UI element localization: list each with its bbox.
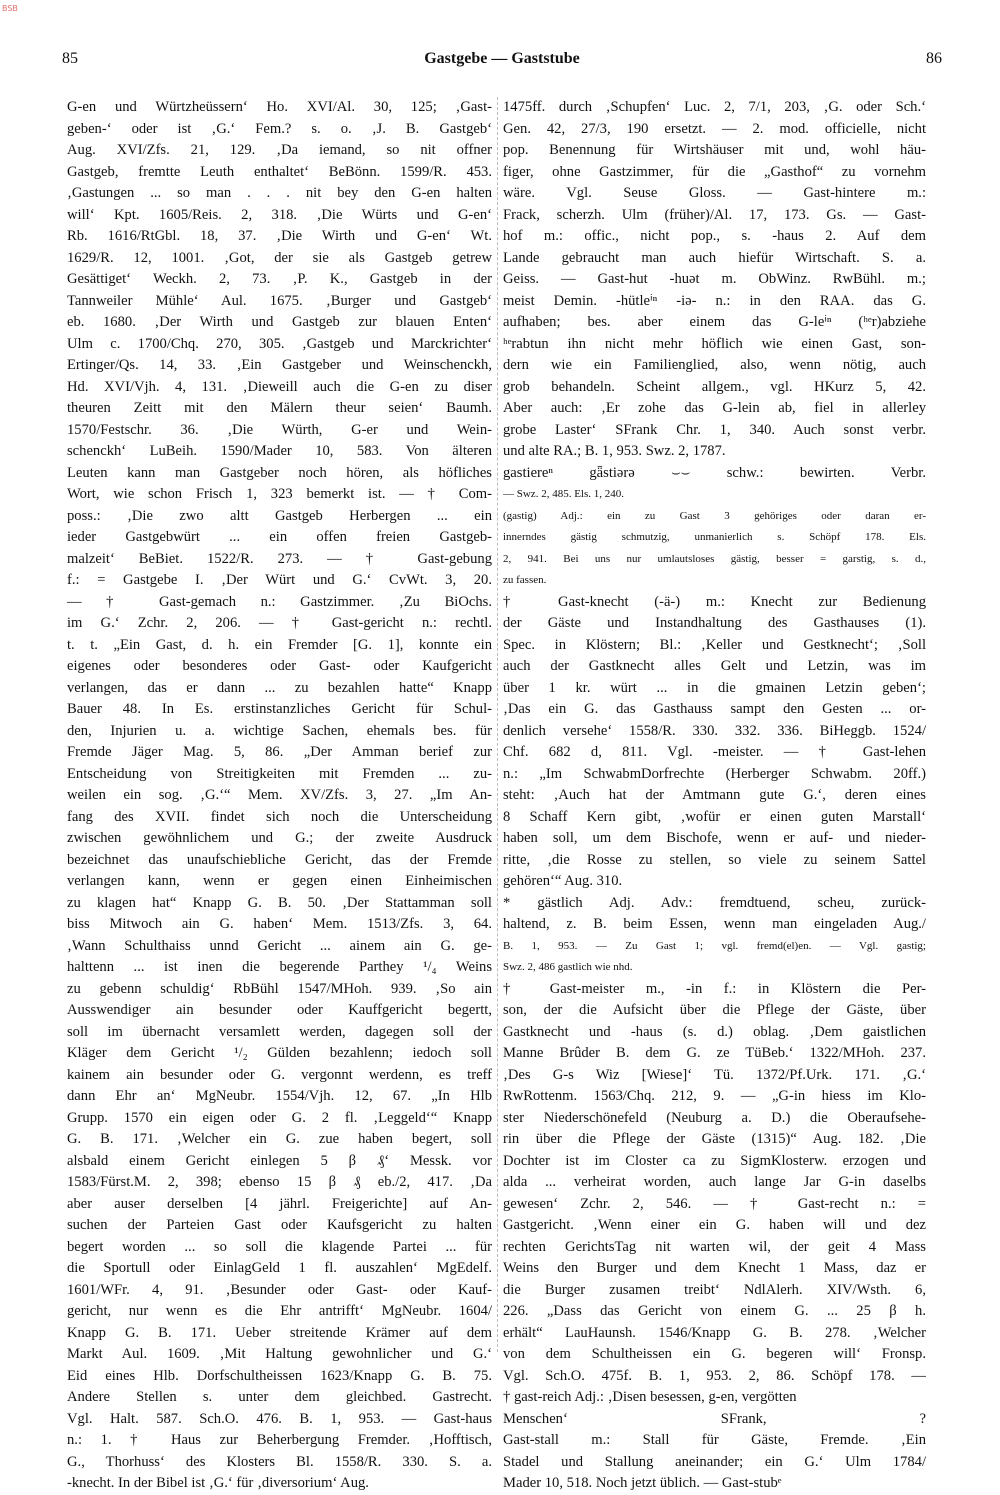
text-line: im G.‘ Zchr. 2, 206. — † Gast-gericht n.: rechtl. — [67, 615, 492, 631]
text-line: Gesättiget‘ Weckh. 2, 73. ‚P. K., Gastgeb in der — [67, 271, 492, 287]
column-divider — [497, 97, 498, 1352]
text-line: — Swz. 2, 485. Els. 1, 240. — [503, 488, 624, 500]
text-line: Weins den Burger und dem Knecht 1 Mass, daz er — [503, 1260, 926, 1276]
text-line: Rb. 1616/RtGbl. 18, 37. ‚Die Wirth und G-en‘ Wt. — [67, 228, 492, 244]
text-line: alsbald einem Gericht einlegen 5 β ₰‘ Messk. vor — [67, 1152, 492, 1169]
text-line: — † Gast-gemach n.: Gastzimmer. ‚Zu BiOchs. — [67, 593, 492, 610]
text-line: Andere Stellen s. unter dem gleichbed. Gastrecht. — [67, 1389, 492, 1405]
text-line: kainem ain besunder oder G. vergonnt werdenn, es treff — [67, 1066, 492, 1083]
text-line: Spec. in Klöstern; Bl.: ‚Keller und Gestknecht‘; ‚Soll — [503, 636, 926, 653]
text-line: gastiereⁿ gǟstiərə ⌣⌣ schw.: bewirten. Verbr. — [503, 464, 926, 481]
text-line: ‚Wann Schulthaiss unnd Gericht ... ainem ain G. ge- — [67, 937, 492, 954]
page-number-right: 86 — [926, 50, 942, 67]
text-line: 1629/R. 12, 1001. ‚Got, der sie als Gastgeb getrew — [67, 249, 492, 266]
text-line: halttenn ... ist inen die begerende Parthey ¹/₄ Weins — [67, 959, 492, 975]
text-line: 2, 941. Bei uns nur umlautsloses gästig, besser = garstig, s. d., — [503, 552, 926, 565]
text-line: 1583/Fürst.M. 2, 398; ebenso 15 β ₰ eb./2, 417. ‚Da — [67, 1174, 492, 1190]
text-line: Kläger dem Gericht ¹/₂ Gülden bezahlenn; iedoch soll — [67, 1045, 492, 1061]
text-line: zu fassen. — [503, 574, 547, 586]
text-line: Dochter ist im Closter ca zu SigmKlosterw. erzogen und — [503, 1152, 926, 1169]
text-line: begert worden ... so soll die klagende Partei ... für — [67, 1238, 492, 1255]
text-line: gewesen‘ Zchr. 2, 546. — † Gast-recht n.: = — [503, 1195, 926, 1212]
text-line: zu klagen hat“ Knapp G. B. 50. ‚Der Stattamman soll — [67, 894, 492, 911]
text-line: Gastknecht und -haus (s. d.) oblag. ‚Dem gaistlichen — [503, 1023, 926, 1040]
text-line: verlangen kann, wenn er gegen einen Einheimischen — [67, 873, 492, 889]
text-line: B. 1, 953. — Zu Gast 1; vgl. fremd(el)en. — Vgl. gastig; — [503, 939, 926, 952]
text-line: gericht, nur wenn es die Ehr antrifft‘ MgNeubr. 1604/ — [67, 1303, 492, 1319]
text-line: die Burger zusamen treibt‘ NdlAlerh. XIV/Wsth. 6, — [503, 1281, 926, 1298]
text-line: von dem Schultheissen ein G. begeren will‘ Fronsp. — [503, 1346, 926, 1362]
text-line: ʰᵉrabtun ihn nicht mehr höflich wie einen Gast, son- — [503, 335, 926, 352]
text-line: eigenes oder besonderes oder Gast- oder Kaufgericht — [67, 658, 492, 674]
right-column — [503, 97, 926, 1495]
text-line: schenckh‘ LuBeih. 1590/Mader 10, 583. Von älteren — [67, 443, 492, 459]
text-line: Gen. 42, 27/3, 190 ersetzt. — 2. mod. officielle, nicht — [503, 120, 926, 137]
text-line: † Gast-meister m., -in f.: in Klöstern die Per- — [503, 980, 926, 997]
text-line: G-en und Würtzheüssern‘ Ho. XVI/Al. 30, 125; ‚Gast- — [67, 99, 492, 115]
text-line: Gastgeb, fremtte Leuth enthaltet‘ BeBönn. 1599/R. 453. — [67, 163, 492, 180]
text-line: geben-‘ oder ist ‚G.‘ Fem.? s. o. ‚J. B. Gastgeb‘ — [67, 120, 492, 137]
text-line: alda ... verheirat worden, auch lange Jar G-in daselbs — [503, 1174, 926, 1190]
text-line: son, der die Aufsicht über die Pflege der Gäste, über — [503, 1002, 926, 1018]
text-line: RwRottenm. 1563/Chq. 212, 9. — „G-in hiess im Klo- — [503, 1088, 926, 1104]
text-line: erhält“ LauHaunsh. 1546/Knapp G. B. 278. ‚Welcher — [503, 1324, 926, 1341]
text-line: Wort, wie schon Frisch 1, 323 bemerkt ist. — † Com- — [67, 486, 492, 502]
text-line: will‘ Kpt. 1605/Reis. 2, 318. ‚Die Würts und G-en‘ — [67, 206, 492, 223]
text-line: 226. „Dass das Gericht von einem G. ... 25 β h. — [503, 1303, 926, 1319]
text-line: suchen der Parteien Gast oder Kaufsgericht zu halten — [67, 1217, 492, 1233]
text-line: ‚Des G-s Wiz [Wiese]‘ Tü. 1372/Pf.Urk. 171. ‚G.‘ — [503, 1066, 926, 1083]
text-line: Aber auch: ‚Er zohe das G-lein ab, fiel in allerley — [503, 400, 926, 416]
text-line: 8 Schaff Kern gibt, ‚wofür er einen guten Marstall‘ — [503, 808, 926, 825]
text-line: figer, ohne Gastzimmer, für die „Gasthof“ zu vornehm — [503, 163, 926, 180]
text-line: f.: = Gastgebe I. ‚Der Würt und G.‘ CvWt. 3, 20. — [67, 572, 492, 588]
text-line: haben soll, um dem Bischofe, wenn er auf- und nieder- — [503, 830, 926, 846]
text-line: wäre. Vgl. Seuse Gloss. — Gast-hintere m.: — [503, 185, 926, 201]
text-line: hof m.: offic., nicht pop., s. -haus 2. Auf dem — [503, 228, 926, 244]
text-line: biss Mitwoch ain G. haben‘ Mem. 1513/Zfs. 3, 64. — [67, 916, 492, 932]
text-line: meist Demin. -hütleⁱⁿ -iə- n.: in den RAA. das G. — [503, 292, 926, 309]
text-line: Lande gebraucht man auch hiefür Wirtschaft. S. a. — [503, 249, 926, 266]
text-line: der Gäste und Instandhaltung des Gasthauses (1). — [503, 615, 926, 631]
text-line: Tannweiler Mühle‘ Aul. 1675. ‚Burger und Gastgeb‘ — [67, 292, 492, 309]
text-line: Gast-stall m.: Stall für Gäste, Fremde. ‚Ein — [503, 1432, 926, 1448]
text-line: Chf. 682 d, 811. Vgl. -meister. — † Gast-lehen — [503, 744, 926, 760]
text-line: Ulm c. 1700/Chq. 270, 305. ‚Gastgeb und Marckrichter‘ — [67, 335, 492, 352]
text-line: Ertinger/Qs. 14, 33. ‚Ein Gastgeber und Weinschenckh, — [67, 357, 492, 373]
text-line: zwischen gewöhnlichem und G.; der zweite Ausdruck — [67, 830, 492, 846]
text-line: malzeit‘ BeBiet. 1522/R. 273. — † Gast-gebung — [67, 550, 492, 567]
text-line: Swz. 2, 486 gastlich wie nhd. — [503, 961, 633, 973]
text-line: † Gast-knecht (-ä-) m.: Knecht zur Bedienung — [503, 593, 926, 610]
left-column — [67, 97, 492, 1495]
text-line: Manne Brûder B. dem G. ze TüBeb.‘ 1322/MHoh. 237. — [503, 1045, 926, 1061]
text-line: 1570/Festschr. 36. ‚Die Würth, G-er und Wein- — [67, 421, 492, 438]
text-line: steht: ‚Auch hat der Amtmann gute G.‘, deren eines — [503, 787, 926, 803]
text-line: n.: 1. † Haus zur Beherbergung Fremder. ‚Hofftisch, — [67, 1432, 492, 1448]
text-line: poss.: ‚Die zwo altt Gastgeb Herbergen ... ein — [67, 507, 492, 524]
text-line: Vgl. Halt. 587. Sch.O. 476. B. 1, 953. — Gast-haus — [67, 1410, 492, 1427]
text-line: † gast-reich Adj.: ‚Disen besessen, g-en, vergötten — [503, 1389, 797, 1405]
text-line: ‚Das ein G. das Gasthauss sampt den Gesten ... or- — [503, 701, 926, 717]
text-line: Geiss. — Gast-hut -huət m. ObWinz. RwBühl. m.; — [503, 271, 926, 287]
text-line: G., Thorhuss‘ des Klosters Bl. 1558/R. 330. S. a. — [67, 1453, 492, 1470]
text-line: Stadel und Stallung aneinander; ein G.‘ Ulm 1784/ — [503, 1453, 926, 1470]
text-line: Markt Aul. 1609. ‚Mit Haltung gewohnlicher und G.‘ — [67, 1346, 492, 1362]
text-line: Aug. XVI/Zfs. 21, 129. ‚Da iemand, so nit offner — [67, 142, 492, 158]
text-line: 1601/WFr. 4, 91. ‚Besunder oder Gast- oder Kauf- — [67, 1281, 492, 1298]
text-line: Menschen‘ SFrank, ? — [503, 1410, 926, 1427]
text-line: aufhaben; bes. aber einem das G-leⁱⁿ (ʰᵉr)abziehe — [503, 314, 926, 330]
text-line: zu gebenn schuldig‘ RbBühl 1547/MHoh. 939. ‚So ain — [67, 980, 492, 997]
page-title: Gastgebe — Gaststube — [424, 50, 580, 67]
text-line: und alte RA.; B. 1, 953. Swz. 2, 1787. — [503, 443, 726, 459]
text-line: Frack, scherzh. Ulm (früher)/Al. 17, 173. Gs. — Gast- — [503, 206, 926, 223]
text-line: bezeichnet das unaufschiebliche Gericht, das der Fremde — [67, 851, 492, 868]
text-line: denlich versehe‘ 1558/R. 330. 332. 336. BiHeggb. 1524/ — [503, 722, 926, 739]
text-line: Leuten kann man Gastgeber noch hören, als höfliches — [67, 464, 492, 481]
text-line: ‚Gastungen ... so man . . . nit bey den G-en halten — [67, 185, 492, 201]
text-line: t. t. „Ein Gast, d. h. ein Fremder [G. 1], konnte ein — [67, 636, 492, 653]
text-line: dern wie ein Familienglied, also, wenn nötig, auch — [503, 357, 926, 373]
text-line: eb. 1680. ‚Der Wirth und Gastgeb zur blauen Enten‘ — [67, 314, 492, 330]
text-line: theuren Zeitt mit den Mälern theur seien‘ Baumh. — [67, 400, 492, 416]
text-line: Hd. XVI/Vjh. 4, 131. ‚Dieweill auch die G-en zu diser — [67, 378, 492, 395]
text-line: fang des XVII. findet sich noch die Unterscheidung — [67, 808, 492, 825]
page-number-left: 85 — [62, 50, 78, 67]
text-line: Bauer 48. In Es. erstinstanzliches Gericht für Schul- — [67, 701, 492, 717]
text-line: innerndes gästig schmutzig, unmanierlich s. Schöpf 178. Els. — [503, 531, 926, 543]
text-line: (gastig) Adj.: ein zu Gast 3 gehöriges oder daran er- — [503, 509, 926, 522]
text-line: * gästlich Adj. Adv.: fremdtuend, scheu, zurück- — [503, 894, 926, 911]
text-line: Eid eines Hlb. Dorfschultheissen 1623/Knapp G. B. 75. — [67, 1367, 492, 1384]
text-line: ritte, ‚die Rosse zu stellen, so viele zu seinem Sattel — [503, 851, 926, 868]
text-line: rin über die Pflege der Gäste (1315)“ Aug. 182. ‚Die — [503, 1131, 926, 1147]
text-line: auch der Gastknecht alles Gelt und Letzin, was im — [503, 658, 926, 674]
text-line: über 1 kr. würt ... in die gmainen Letzin geben‘; — [503, 679, 926, 696]
text-line: ieder Gastgebwürt ... ein offen freien Gastgeb- — [67, 529, 492, 545]
text-line: haltend, z. B. beim Essen, wenn man eingeladen Aug./ — [503, 916, 926, 932]
library-stamp: BSB — [2, 4, 18, 13]
text-line: pop. Benennung für Wirtshäuser mit und, wohl häu- — [503, 142, 926, 158]
text-line: Entscheidung von Streitigkeiten mit Fremden ... zu- — [67, 765, 492, 782]
text-line: den, Injurien u. a. wichtige Sachen, ehemals bes. für — [67, 722, 492, 739]
text-line: verlangen, das er dann ... zu bezahlen hatte“ Knapp — [67, 679, 492, 696]
text-line: Knapp G. B. 171. Ueber streitende Krämer auf dem — [67, 1324, 492, 1341]
page-header — [62, 50, 942, 80]
text-line: -knecht. In der Bibel ist ‚G.‘ für ‚diversorium‘ Aug. — [67, 1475, 369, 1491]
text-line: aber auser derselben [4 jährl. Freigerichte] auf An- — [67, 1195, 492, 1212]
text-line: Vgl. Sch.O. 475f. B. 1, 953. 2, 86. Schöpf 178. — — [503, 1367, 926, 1384]
text-line: grob behandeln. Scheint allgem., vgl. HKurz 5, 42. — [503, 378, 926, 395]
text-line: weilen ein sog. ‚G.‘“ Mem. XV/Zfs. 3, 27. „Im An- — [67, 787, 492, 803]
text-line: Fremde Jäger Mag. 5, 86. „Der Amman berief zur — [67, 744, 492, 760]
text-line: Ausswendiger ain besunder oder Kauffgericht begertt, — [67, 1002, 492, 1018]
text-line: G. B. 171. ‚Welcher ein G. zue haben begert, soll — [67, 1131, 492, 1147]
text-line: die Sportull oder EinlagGeld 1 fl. auszahlen‘ MgEdelf. — [67, 1260, 492, 1276]
text-line: soll im übernacht versamlett werden, dagegen soll der — [67, 1023, 492, 1040]
text-line: ster Niederschönefeld (Neuburg a. D.) die Oberaufsehe- — [503, 1109, 926, 1126]
text-line: Gastgericht. ‚Wenn einer ein G. haben will und dez — [503, 1217, 926, 1233]
text-line: rechten GerichtsTag nit warten wil, der geit 4 Mass — [503, 1238, 926, 1255]
text-line: 1475ff. durch ‚Schupfen‘ Luc. 2, 7/1, 203, ‚G. oder Sch.‘ — [503, 99, 926, 115]
text-line: n.: „Im SchwabmDorfrechte (Herberger Schwabm. 20ff.) — [503, 765, 926, 782]
text-line: gehören‘“ Aug. 310. — [503, 873, 623, 889]
text-line: Mader 10, 518. Noch jetzt üblich. — Gast-stubᵉ — [503, 1475, 782, 1491]
text-line: dann Ehr an‘ MgNeubr. 1554/Vjh. 12, 67. „In Hlb — [67, 1088, 492, 1104]
text-line: grobe Laster‘ SFrank Chr. 1, 340. Auch sonst verbr. — [503, 421, 926, 438]
text-line: Grupp. 1570 ein eigen oder G. 2 fl. ‚Leggeld‘“ Knapp — [67, 1109, 492, 1126]
